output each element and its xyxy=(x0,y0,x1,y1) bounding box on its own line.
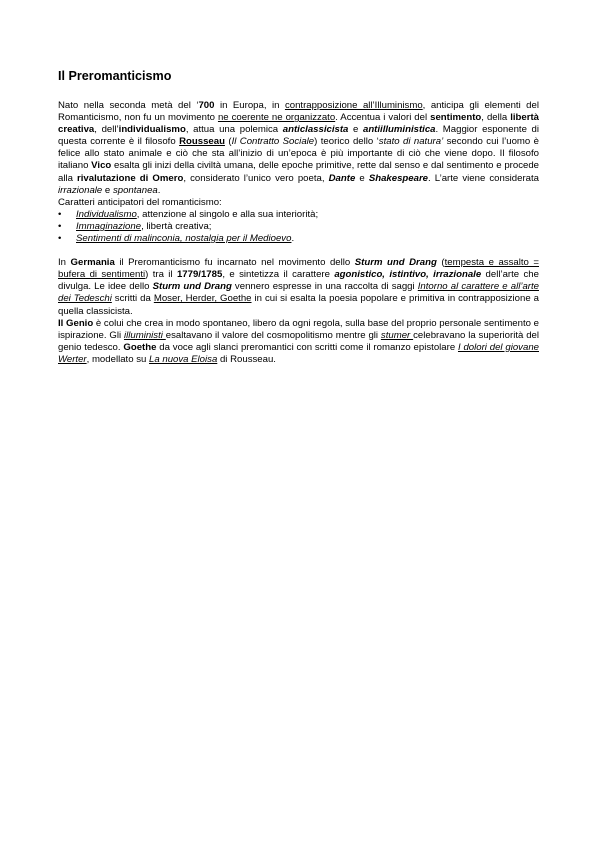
text-run: è colui che crea in modo spontaneo, libero da ogni regola, sulla base del proprio personale sentimento e ispirazione. Gli xyxy=(58,317,540,341)
text-run: irrazionale xyxy=(58,184,103,196)
text-run: , modellato su xyxy=(86,353,150,365)
text-run: di Rousseau. xyxy=(217,353,276,365)
text-run: I dolori del giovane Werter xyxy=(58,341,539,365)
text-run: Nato nella seconda metà del ‘ xyxy=(58,100,199,111)
text-run: e xyxy=(102,184,113,196)
text-run: Shakespeare xyxy=(368,172,429,184)
text-run: scritti da xyxy=(111,293,154,305)
text-run: Goethe xyxy=(123,341,157,353)
germany-paragraph xyxy=(58,257,539,317)
text-run: rivalutazione di Omero xyxy=(77,172,184,184)
text-run: . Accentua i valori del xyxy=(335,112,431,124)
text-run: , attua una polemica xyxy=(185,124,283,136)
list-item-term: Individualismo xyxy=(76,208,137,220)
text-run: , della xyxy=(481,112,511,124)
text-run: da voce agli slanci preromantici con scritti come il romanzo epistolare xyxy=(156,341,458,353)
list-item xyxy=(58,233,539,245)
intro-paragraph xyxy=(58,100,539,197)
text-run: Vico xyxy=(91,160,112,172)
text-run: Il Genio xyxy=(58,317,94,329)
text-run: Sturm und Drang xyxy=(354,257,437,269)
list-item-term: Sentimenti di malinconia, nostalgia per il Medioevo xyxy=(76,233,292,245)
list-item-term: Immaginazione xyxy=(76,220,142,232)
text-run: ( xyxy=(224,136,232,148)
text-run: e xyxy=(355,172,369,184)
bullet-icon: • xyxy=(58,220,62,232)
list-item xyxy=(58,209,539,221)
text-run: agonistico, istintivo, irrazionale xyxy=(334,269,482,281)
text-run: esaltavano il valore del cosmopolitismo mentre gli xyxy=(165,329,381,341)
list-item-text: , libertà creativa; xyxy=(141,220,212,232)
text-run: contrapposizione all’Illuminismo xyxy=(284,100,423,111)
text-run: 1779/1785 xyxy=(176,269,223,281)
text-run: individualismo xyxy=(118,124,186,136)
text-run: Moser, Herder, Goethe xyxy=(153,293,252,305)
text-run: stato di natura’ xyxy=(378,136,444,148)
text-run: , dell’ xyxy=(94,124,119,136)
list-intro: Caratteri anticipatori del romanticismo: xyxy=(58,196,222,208)
text-run: esalta gli inizi della civiltà umana, delle epoche primitive, rette dal senso e dal sentimento e procede alla xyxy=(58,160,539,184)
bullet-icon: • xyxy=(58,208,62,220)
text-run: anticlassicista xyxy=(282,124,349,136)
text-run: in Europa, in xyxy=(214,100,285,111)
text-run: Rousseau xyxy=(179,136,225,148)
text-run: Il Contratto Sociale xyxy=(231,136,315,148)
text-run: stumer xyxy=(380,329,414,341)
text-run: illuministi xyxy=(123,329,166,341)
text-run: in cui si esalta la poesia popolare e primitiva in contrapposizione a quella classicista. xyxy=(58,293,539,317)
text-run: ) teorico dello ‘ xyxy=(314,136,379,148)
text-run: e xyxy=(348,124,363,136)
text-run: . xyxy=(157,184,161,196)
anticipations-list xyxy=(58,209,539,245)
text-run: . Maggior esponente di questa corrente è il filosofo xyxy=(58,124,539,148)
text-run: ( xyxy=(436,257,445,269)
paragraph-gap xyxy=(58,245,539,257)
document-page xyxy=(58,68,539,366)
text-run: La nuova Eloisa xyxy=(149,353,218,365)
page-title: Il Preromanticismo xyxy=(58,69,172,83)
text-run: , considerato l’unico vero poeta, xyxy=(183,172,329,184)
text-run: In xyxy=(58,257,71,269)
text-run: Intorno al carattere e all’arte dei Tedeschi xyxy=(58,281,539,305)
text-run: sentimento xyxy=(430,112,482,124)
bullet-icon: • xyxy=(58,233,62,245)
text-run: ) tra il xyxy=(145,269,177,281)
text-run: , anticipa gli elementi del Romanticismo, non fu un movimento xyxy=(58,100,539,124)
text-run: Germania xyxy=(70,257,115,269)
text-run: Dante xyxy=(328,172,356,184)
text-run: , e sintetizza il carattere xyxy=(222,269,335,281)
text-run: secondo cui l’uomo è felice allo stato animale e ciò che sta all’inizio di un’epoca è più importante di ciò che viene dopo. Il filosofo italiano xyxy=(58,136,539,172)
text-run: vennero espresse in una raccolta di saggi xyxy=(231,281,418,293)
text-run: antiilluministica xyxy=(362,124,436,136)
text-run: tempesta e assalto = bufera di sentimenti xyxy=(58,257,539,281)
genius-paragraph xyxy=(58,318,539,366)
text-run: celebravano la superiorità del genio tedesco. xyxy=(58,329,539,353)
text-run: il Preromanticismo fu incarnato nel movimento dello xyxy=(114,257,355,269)
text-run: dell’arte che divulga. Le idee dello xyxy=(58,269,539,293)
text-run: libertà creativa xyxy=(58,112,539,136)
text-run: 700 xyxy=(198,100,215,111)
text-run: ne coerente ne organizzato xyxy=(217,112,336,124)
text-run: spontanea xyxy=(112,184,158,196)
text-run: Sturm und Drang xyxy=(152,281,232,293)
text-run: . L’arte viene considerata xyxy=(428,172,539,184)
list-item xyxy=(58,221,539,233)
list-item-text: . xyxy=(291,233,295,245)
list-item-text: , attenzione al singolo e alla sua interiorità; xyxy=(136,208,319,220)
